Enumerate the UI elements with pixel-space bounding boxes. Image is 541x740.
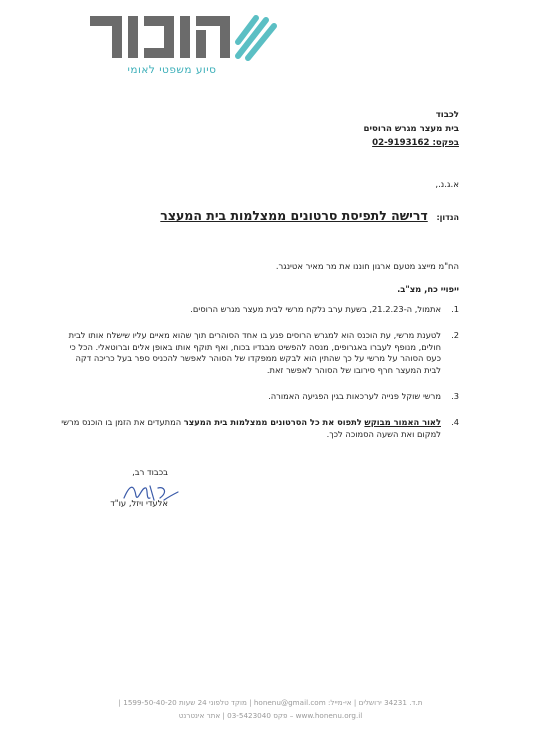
power-of-attorney-note: ייפויי כח, מצ"ב. [397,284,459,294]
recipient-block [159,108,459,150]
numbered-list [59,300,459,440]
list-item-text: אתמול, ה-21.2.23, בשעת ערב נלקח מרשי לבית מעצר מגרש הרוסים. [190,304,441,314]
list-item [59,417,459,441]
logo-slashes-icon [238,18,274,58]
list-item-number: 3. [451,390,459,401]
intro-paragraph: הח"מ מייצג מטעם ארגון חוננו את מר מאיר אטינגר. [275,261,459,271]
list-item-number: 4. [451,416,459,427]
footer-line-1: ת.ד. 34231 ירושלים | אי-מייל: honenu@gmail.com | מוקד טלפוני 24 שעות 1599-50-40-20 | [118,698,423,707]
list-item-text: מרשי שוקל פנייה לערכאות בגין הפגיעה האמורה. [268,390,441,401]
list-item [59,330,459,377]
list-item-number: 2. [451,329,459,340]
footer-line-2: www.honenu.org.il – פקס 03-5423040 | אתר אינטרנט [178,711,363,720]
signer-name: אלעדי ויזל, עו"ד [110,498,168,508]
request-lead: לאור האמור מבוקש [364,416,441,427]
subject-label: הנדון: [436,213,459,222]
logo-tagline: סיוע משפטי לאומי [127,64,217,76]
logo-wordmark [90,16,230,58]
list-item-number: 1. [451,304,459,314]
recipient-line-1: לכבוד [435,110,459,120]
subject-text: דרישה לתפיסת סרטונים ממצלמות בית המעצר [160,208,428,223]
request-bold: לתפוס את כל הסרטונים ממצלמות בית המעצר [183,416,362,427]
list-item [59,391,459,403]
subject-line [79,208,459,223]
closing-regards: בכבוד רב, [132,467,168,477]
greeting: א.ג.נ., [435,180,459,190]
request-rest: המתעדים את הזמן בו הוכנס מרשי למקום ואת השעה הסמוכה לכך. [61,416,441,439]
list-item-text: לטענת מרשי, עת הוכנס הוא למגרש הרוסים פגע בו אחד הסוהרים תוך שהוא מאיים עליו שישלח אותו לבית חולים, מנופף לעברו באגרופים, מנסה להפשיט מבגדיו בכוח, ואף תוקף אותו באופן אלים וברוטאלי. הכל כי כעס הסוהר על מרשי על כך שהתין הוא לבקש ממפקדו של הסוהר לאפשר להכניס ספר בעל כריכה דקה לבית המעצר חרף סירובו של הסוהר לאפשר זאת. [68,329,441,376]
recipient-fax: בפקס: 02-9193162 [372,138,459,148]
list-item [59,304,459,316]
recipient-line-2: בית מעצר מגרש הרוסים [363,124,459,134]
